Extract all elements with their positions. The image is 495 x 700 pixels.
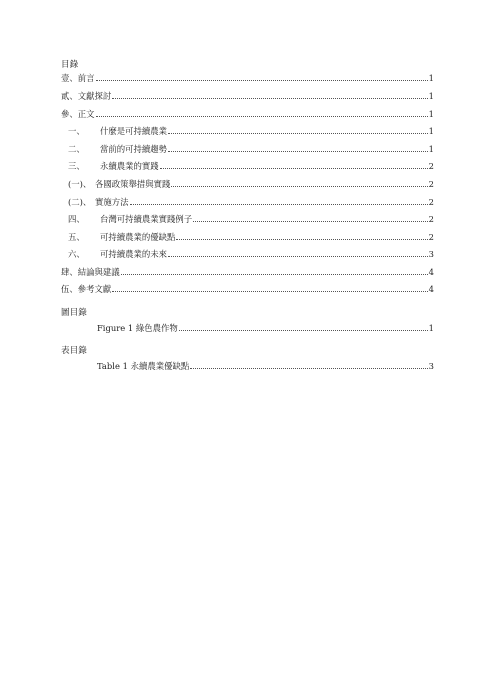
table-entry[interactable] [97,359,434,371]
toc-entry[interactable] [68,177,434,189]
toc-entry[interactable] [68,195,434,207]
toc-entry[interactable] [68,159,434,171]
toc-entry-page: 2 [428,161,434,171]
toc-entry[interactable] [68,212,434,224]
dot-leader [96,79,428,81]
toc-entry-label: 什麼是可持續農業 [100,126,167,136]
dot-leader [130,203,428,205]
toc-entry-number: (二)、 [68,197,92,207]
dot-leader [176,238,427,240]
table-entry-page: 3 [428,361,434,371]
toc-entry[interactable] [68,142,434,154]
table-entry-label: Table 1 永續農業優缺點 [97,361,190,371]
dot-leader [96,115,428,117]
toc-entry-page: 4 [428,284,434,294]
toc-entry[interactable] [61,265,434,277]
toc-entry-label: 可持續農業的未來 [100,249,167,259]
dot-leader [112,97,427,99]
toc-entry-label: 伍、參考文獻 [61,284,112,294]
dot-leader [112,290,427,292]
toc-entry-page: 3 [428,249,434,259]
toc-entry-number: (一)、 [68,179,92,189]
toc-entry[interactable] [68,124,434,136]
dot-leader [168,150,428,152]
toc-entry[interactable] [61,282,434,294]
toc-entry-number: 五、 [68,232,85,242]
dot-leader [168,132,428,134]
toc-entry[interactable] [68,247,434,259]
toc-entry-label: 各國政策舉措與實踐 [95,179,171,189]
toc-entry-page: 1 [428,144,434,154]
toc-entry-label: 實施方法 [95,197,129,207]
toc-entry[interactable] [61,71,434,83]
figure-entry-page: 1 [428,323,434,333]
toc-entry-page: 1 [428,109,434,119]
toc-entry[interactable] [68,230,434,242]
toc-entry-number: 二、 [68,144,85,154]
dot-leader [190,367,427,369]
toc-title: 目錄 [61,60,79,70]
toc-entry[interactable] [61,89,434,101]
toc-entry-label: 台灣可持續農業實踐例子 [100,214,193,224]
toc-entry-page: 1 [428,91,434,101]
figures-title: 圖目錄 [61,308,87,318]
toc-entry-label: 永續農業的實踐 [100,161,159,171]
figure-entry[interactable] [97,321,434,333]
toc-entry-page: 2 [428,214,434,224]
toc-entry-number: 三、 [68,161,85,171]
dot-leader [121,273,428,275]
toc-entry-label: 貳、文獻探討 [61,91,112,101]
toc-entry-page: 1 [428,126,434,136]
dot-leader [171,185,427,187]
toc-entry-page: 2 [428,179,434,189]
toc-entry-page: 1 [428,73,434,83]
toc-entry[interactable] [61,107,434,119]
toc-entry-page: 2 [428,232,434,242]
figure-entry-label: Figure 1 綠色農作物 [97,323,178,333]
toc-entry-page: 4 [428,267,434,277]
toc-entry-label: 壹、前言 [61,73,95,83]
toc-entry-number: 四、 [68,214,85,224]
toc-entry-number: 六、 [68,249,85,259]
dot-leader [168,255,428,257]
tables-title: 表目錄 [61,346,87,356]
dot-leader [160,167,428,169]
toc-entry-number: 一、 [68,126,85,136]
toc-entry-label: 可持續農業的優缺點 [100,232,176,242]
dot-leader [179,329,428,331]
dot-leader [193,220,428,222]
toc-entry-page: 2 [428,197,434,207]
toc-entry-label: 當前的可持續趨勢 [100,144,167,154]
toc-entry-label: 參、正文 [61,109,95,119]
toc-entry-label: 肆、結論與建議 [61,267,120,277]
